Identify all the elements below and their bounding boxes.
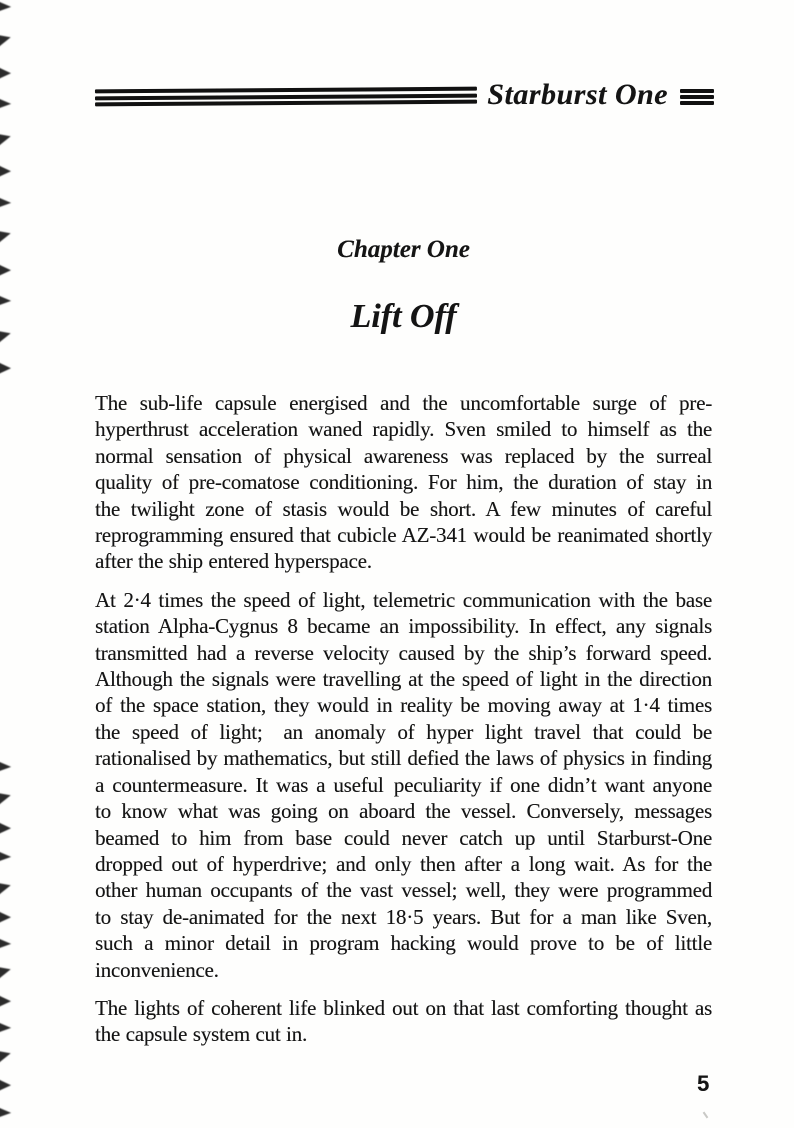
binding-mark-icon: [0, 229, 12, 243]
text-line: beamed to him from base could never catch up until Starburst-One: [95, 825, 712, 850]
text-line: hyperthrust acceleration waned rapidly. Sven smiled to himself as the: [95, 417, 712, 442]
text-line: other human occupants of the vast vessel; well, they were programmed: [95, 878, 712, 903]
binding-mark-icon: [0, 329, 12, 343]
header-rule-short: [680, 88, 714, 107]
rule-bar: [95, 87, 477, 94]
binding-mark-icon: [0, 33, 12, 47]
rule-bar: [95, 100, 477, 107]
text-line: to stay de-animated for the next 18·5 years. But for a man like Sven,: [95, 904, 712, 929]
text-line: dropped out of hyperdrive; and only then after a long wait. As for the: [95, 851, 712, 876]
text-line: of the space station, they would in reality be moving away at 1·4 times: [95, 693, 712, 718]
header-rule-long: [95, 86, 477, 108]
binding-mark-icon: [0, 165, 11, 178]
text-line: normal sensation of physical awareness was replaced by the surreal: [95, 443, 712, 468]
text-line: the speed of light; an anomaly of hyper light travel that could be: [95, 719, 712, 744]
page-number: 5: [697, 1071, 710, 1096]
rule-bar: [680, 95, 714, 99]
rule-bar: [680, 89, 714, 93]
text-line: Although the signals were travelling at the speed of light in the direction: [95, 667, 712, 692]
text-line: such a minor detail in program hacking would prove to be of little: [95, 931, 712, 956]
binding-mark-icon: [0, 362, 11, 375]
binding-mark-icon: [0, 938, 12, 951]
binding-mark-icon: [0, 791, 12, 805]
binding-mark-icon: [0, 995, 11, 1008]
text-line: after the ship entered hyperspace.: [95, 549, 372, 574]
binding-mark-icon: [0, 1049, 12, 1063]
text-line: rationalised by mathematics, but still defied the laws of physics in finding: [95, 746, 712, 771]
text-line: a countermeasure. It was a useful peculiarity if one didn’t want anyone: [95, 772, 712, 797]
binding-mark-icon: [0, 1079, 11, 1092]
body-text: [95, 390, 712, 1048]
text-line: station Alpha-Cygnus 8 became an impossibility. In effect, any signals: [95, 614, 712, 639]
binding-mark-icon: [0, 67, 11, 80]
text-line: the twilight zone of stasis would be short. A few minutes of careful: [95, 496, 712, 521]
chapter-label: Chapter One: [337, 236, 470, 263]
paragraph: [95, 995, 712, 1048]
binding-mark-icon: [0, 761, 12, 774]
binding-mark-icon: [0, 295, 12, 308]
text-line: quality of pre-comatose conditioning. For him, the duration of stay in: [95, 470, 712, 495]
binding-mark-icon: [0, 1, 12, 14]
binding-mark-icon: [0, 197, 12, 210]
text-line: At 2·4 times the speed of light, telemetric communication with the base: [95, 587, 712, 612]
chapter-title: Lift Off: [350, 298, 457, 335]
paragraph: [95, 587, 712, 983]
text-line: The sub-life capsule energised and the uncomfortable surge of pre-: [95, 391, 712, 415]
running-header-title: Starburst One: [487, 78, 668, 111]
text-line: to know what was going on aboard the vessel. Conversely, messages: [95, 799, 712, 824]
paragraph: [95, 390, 712, 575]
binding-mark-icon: [0, 851, 12, 864]
binding-mark-icon: [0, 132, 12, 146]
scan-speckle: [703, 1112, 709, 1119]
binding-mark-icon: [0, 98, 12, 111]
text-line: transmitted had a reverse velocity caused by the ship’s forward speed.: [95, 640, 712, 665]
text-line: reprogramming ensured that cubicle AZ-341 would be reanimated shortly: [95, 523, 712, 548]
binding-mark-icon: [0, 881, 12, 895]
binding-mark-icon: [0, 822, 11, 835]
text-line: The lights of coherent life blinked out on that last comforting thought as: [95, 995, 712, 1020]
binding-mark-icon: [0, 1107, 12, 1120]
text-line: the capsule system cut in.: [95, 1022, 307, 1047]
binding-mark-icon: [0, 264, 11, 277]
text-line: inconvenience.: [95, 957, 219, 982]
running-header: [95, 80, 714, 114]
binding-mark-icon: [0, 965, 12, 979]
rule-bar: [680, 101, 714, 105]
binding-mark-icon: [0, 911, 11, 924]
binding-mark-icon: [0, 1022, 12, 1035]
